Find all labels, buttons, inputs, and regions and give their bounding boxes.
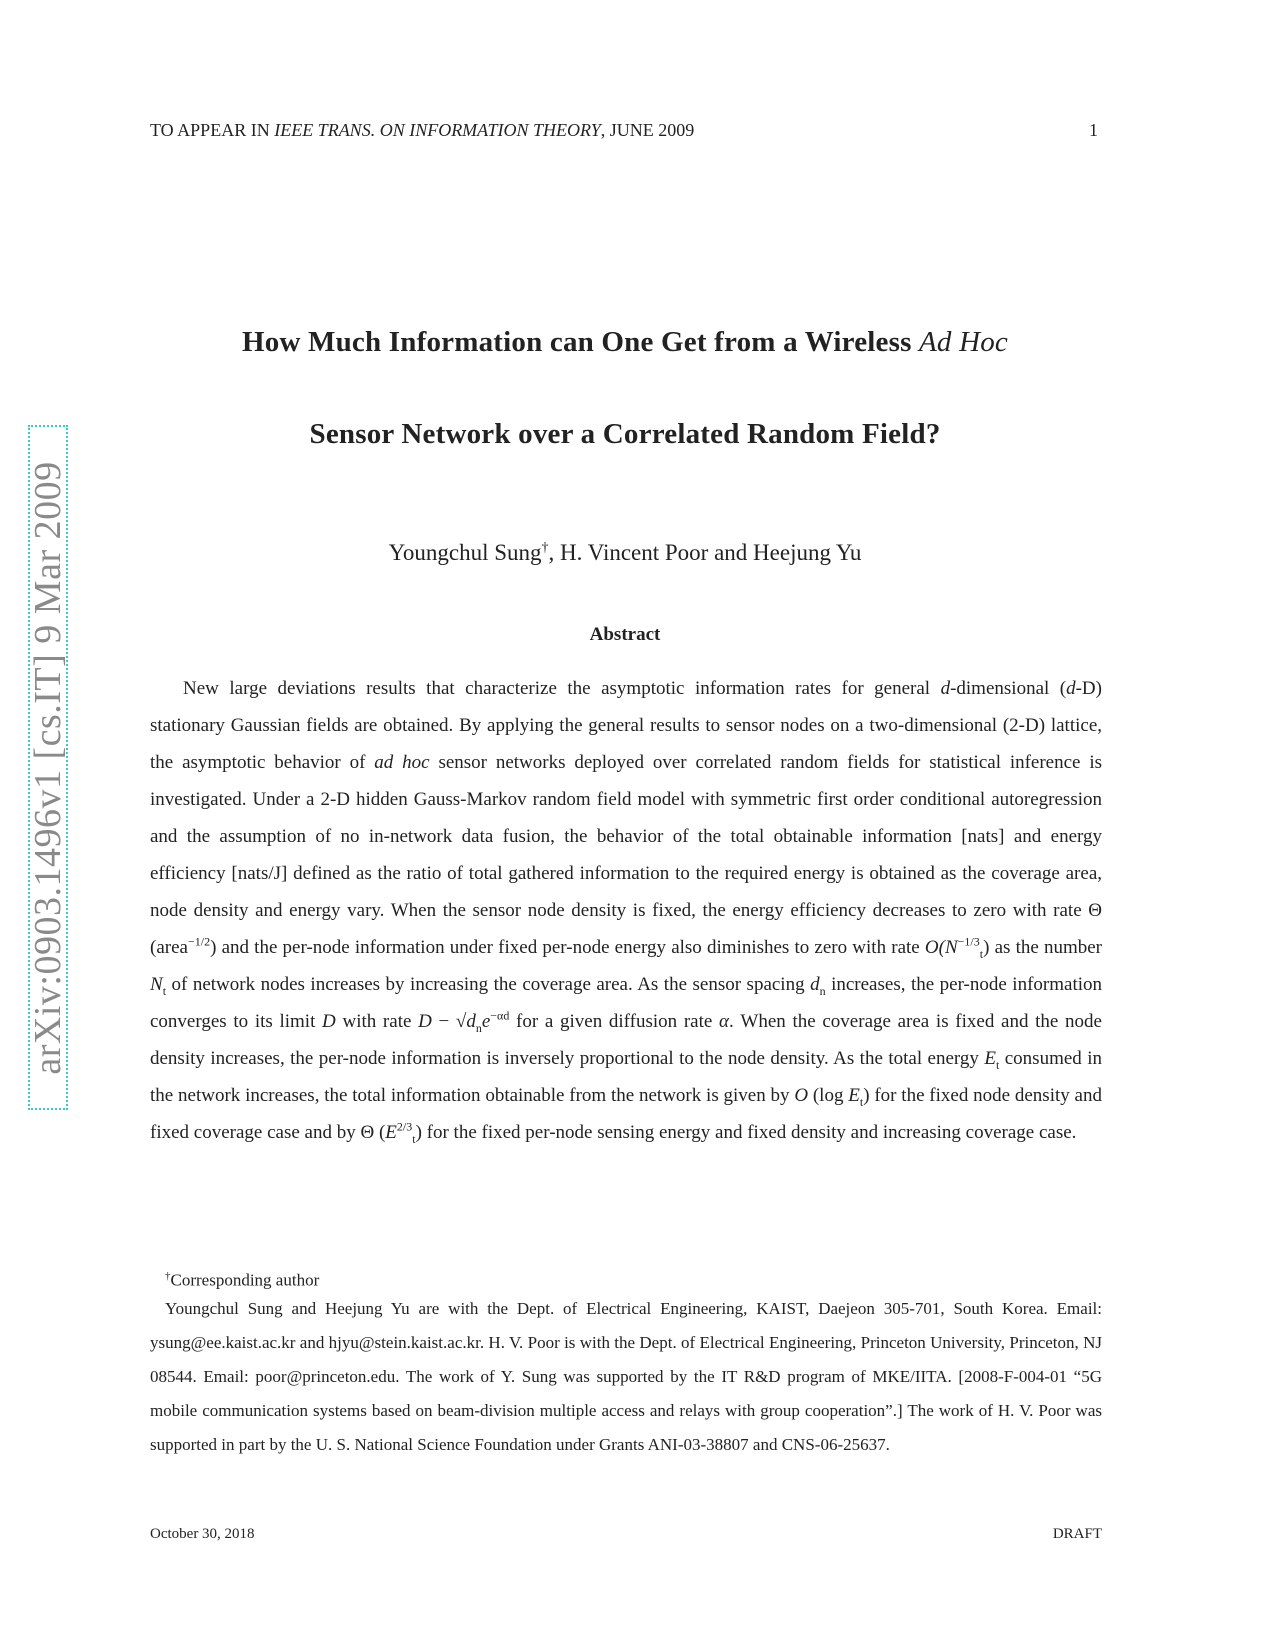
abstract-heading: Abstract <box>589 624 661 645</box>
math-e-total: E <box>848 1085 860 1106</box>
footnote-body: Youngchul Sung and Heejung Yu are with the Dept. of Electrical Engineering, KAIST, Daejeon 305-701, South Korea. Email: ysung@ee.kaist.ac.kr and hjyu@stein.kaist.ac.kr. H. V. Poor is with the Dept. of Electrical Engineering, Princeton University, Princeton, NJ 08544. Email: poor@princeton.edu. The work of Y. Sung was supported by the IT R&D program of MKE/IITA. [2008-F-004-01 “5G mobile communication systems based on beam-division multiple access and relays with group cooperation”.] The work of H. V. Poor was supported in part by the U. S. National Science Foundation under Grants ANI-03-38807 and CNS-06-25637. <box>150 1299 1102 1454</box>
footnote-dagger: † <box>165 1270 171 1282</box>
abstract-text: New large deviations results that characterize the asymptotic information rates for general <box>183 678 941 699</box>
author-rest: , H. Vincent Poor and Heejung Yu <box>548 540 862 565</box>
math-alpha: α <box>719 1011 729 1032</box>
running-header <box>150 120 1098 141</box>
footer-status: DRAFT <box>1052 1526 1102 1542</box>
author-first: Youngchul Sung <box>388 540 542 565</box>
math-big-o: O <box>794 1085 809 1106</box>
math-subscript: t <box>412 1131 416 1146</box>
abstract-text: ) for the fixed node density and fixed coverage case and by Θ ( <box>150 1085 1102 1143</box>
abstract-text: increases, the per-node information converges to its limit <box>150 974 1103 1032</box>
math-exponent: −αd <box>490 1008 510 1023</box>
math-d: d <box>810 974 820 995</box>
abstract-text: . When the coverage area is fixed and the node density increases, the per-node information is inversely proportional to the node density. As the total energy <box>150 1011 1102 1069</box>
math-exponent: 2/3 <box>396 1119 413 1134</box>
math-d-limit: D <box>418 1011 432 1032</box>
math-big-o: O <box>924 937 939 958</box>
math-e-total: E <box>984 1048 996 1069</box>
ad-hoc-term: ad hoc <box>374 752 430 773</box>
title-line-1-main: How Much Information can One Get from a Wireless <box>241 326 920 358</box>
page-number: 1 <box>1089 120 1098 140</box>
page-footer <box>150 1526 1102 1543</box>
math-d-limit: D <box>322 1011 336 1032</box>
abstract-text: ) and the per-node information under fixed per-node energy also diminishes to zero with rate <box>210 937 925 958</box>
math-subscript: t <box>995 1057 1000 1072</box>
abstract-text: ) as the number <box>983 937 1102 958</box>
abstract-text: consumed in the network increases, the total information obtainable from the network is given by <box>150 1048 1102 1106</box>
header-journal: IEEE TRANS. ON INFORMATION THEORY <box>274 120 601 140</box>
math-subscript: t <box>979 946 984 961</box>
dagger-mark: † <box>541 540 549 556</box>
math-d: d <box>1066 678 1076 699</box>
arxiv-stamp[interactable] <box>28 425 68 1110</box>
footnote-mark-text: Corresponding author <box>170 1270 320 1290</box>
abstract-body <box>150 670 1102 1151</box>
math-d: d <box>940 678 951 699</box>
math-exponent: −1/3 <box>957 934 980 949</box>
abstract-text: -dimensional ( <box>950 678 1067 699</box>
abstract-text: of network nodes increases by increasing the coverage area. As the sensor spacing <box>166 974 811 995</box>
author-list <box>120 540 1130 566</box>
abstract-text: ) for the fixed per-node sensing energy and fixed density and increasing coverage case. <box>415 1122 1077 1143</box>
math-e-total: E <box>385 1122 397 1143</box>
title-line-1-italic: Ad Hoc <box>919 326 1008 358</box>
abstract-text: with rate <box>335 1011 419 1032</box>
math-subscript: n <box>819 983 826 998</box>
abstract-text: -D) stationary Gaussian fields are obtained. By applying the general results to sensor nodes on a two-dimensional (2-D) lattice, the asymptotic behavior of <box>150 678 1102 773</box>
math-subscript: t <box>859 1094 864 1109</box>
header-prefix: TO APPEAR IN <box>150 120 275 140</box>
header-date: , JUNE 2009 <box>600 120 695 140</box>
abstract-text: (log <box>808 1085 849 1106</box>
abstract-text: for a given diffusion rate <box>509 1011 719 1032</box>
paper-title-line-2: Sensor Network over a Correlated Random Field? <box>309 418 941 450</box>
math-exponent: −1/2 <box>187 934 211 949</box>
footnote-mark <box>165 1270 319 1291</box>
math-n: N <box>150 974 163 995</box>
math-e: e <box>481 1011 491 1032</box>
paper-title-line-1 <box>120 326 1130 359</box>
abstract-text: sensor networks deployed over correlated random fields for statistical inference is investigated. Under a 2-D hidden Gauss-Markov random field model with symmetric first order conditional autoregression and the assumption of no in-network data fusion, the behavior of the total obtainable information [nats] and energy efficiency [nats/J] defined as the ratio of total gathered information to the required energy is obtained as the coverage area, node density and energy vary. When the sensor node density is fixed, the energy efficiency decreases to zero with rate Θ (area <box>150 752 1103 958</box>
math-subscript: n <box>475 1020 482 1035</box>
math-subscript: t <box>162 983 167 998</box>
math-d: d <box>466 1011 476 1032</box>
abstract-text: − √ <box>431 1011 467 1032</box>
math-n: (N <box>938 937 958 958</box>
arxiv-stamp-text: arXiv:0903.1496v1 [cs.IT] 9 Mar 2009 <box>27 460 69 1075</box>
footer-date: October 30, 2018 <box>150 1526 255 1542</box>
